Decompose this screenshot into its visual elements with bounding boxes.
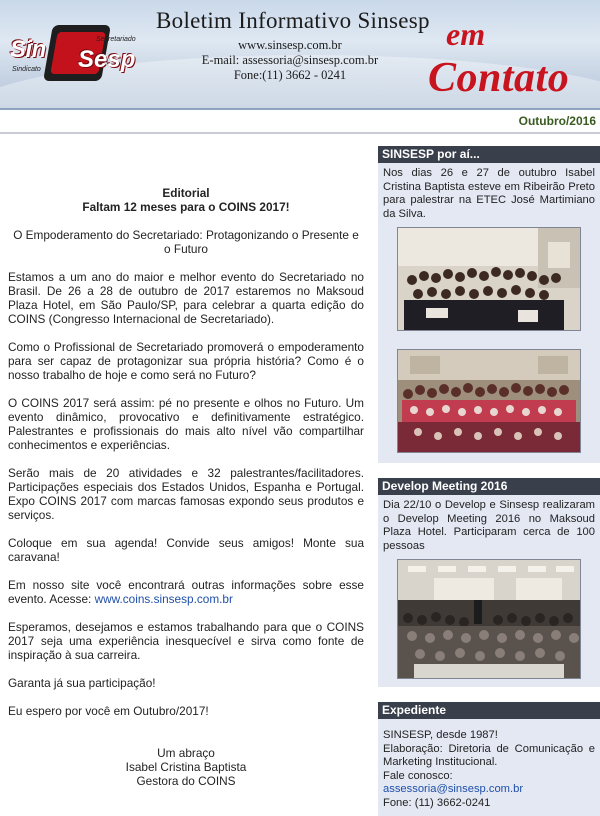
editorial-subtitle: O Empoderamento do Secretariado: Protagonizando o Presente e o Futuro	[13, 228, 359, 256]
editorial-paragraph: Esperamos, desejamos e estamos trabalhando para que o COINS 2017 seja uma experiência inesquecível e sirva como fonte de inspiração à sua carreira.	[8, 620, 364, 662]
group-photo-etec-image	[398, 228, 580, 330]
signature-name: Isabel Cristina Baptista	[125, 760, 247, 774]
editorial-title: Faltam 12 meses para o COINS 2017!	[82, 200, 290, 214]
coins-site-link[interactable]: www.coins.sinsesp.com.br	[94, 592, 233, 606]
site-text: Em nosso site você encontrará outras informações sobre esse evento. Acesse:	[8, 578, 364, 606]
editorial-paragraph: Coloque em sua agenda! Convide seus amigos! Monte sua caravana!	[8, 536, 364, 564]
editorial-label: Editorial	[162, 186, 210, 200]
develop-meeting-photo-image	[398, 560, 580, 678]
header-contact	[190, 38, 390, 83]
expediente-email-link[interactable]: assessoria@sinsesp.com.br	[383, 783, 524, 795]
logo-sesp-text: Sesp	[78, 46, 136, 73]
editorial-paragraph: Serão mais de 20 atividades e 32 palestrantes/facilitadores. Participações especiais dos Estados Unidos, Espanha e Portugal. Expo COINS 2017 com marcas famosas expondo seus produtos e serviços.	[8, 466, 364, 522]
develop-meeting-photo	[397, 559, 581, 679]
expediente-contact-label: Fale conosco:	[383, 769, 453, 782]
date-bar	[0, 110, 600, 134]
header-website[interactable]: www.sinsesp.com.br	[238, 38, 342, 52]
sinsesp-por-ai-text: Nos dias 26 e 27 de outubro Isabel Cristina Baptista esteve em Ribeirão Preto para palestrar na ETEC José Martimiano da Silva.	[383, 167, 595, 220]
editorial-paragraph: Eu espero por você em Outubro/2017!	[8, 704, 209, 718]
em-contato-logo	[428, 16, 598, 106]
header-email[interactable]: E-mail: assessoria@sinsesp.com.br	[201, 53, 379, 67]
header-phone: Fone:(11) 3662 - 0241	[233, 68, 347, 82]
em-contato-em: em	[446, 16, 486, 52]
expediente-body	[378, 719, 600, 816]
expediente-phone: Fone: (11) 3662-0241	[383, 796, 491, 809]
editorial-column	[8, 186, 364, 788]
editorial-paragraph: O COINS 2017 será assim: pé no presente e olhos no Futuro. Um evento dinâmico, provocativo e definitivamente estratégico. Palestrantes e profissionais do mais alto nível vão compartilhar conhecimentos e experiências.	[8, 396, 364, 452]
expediente-line-1: SINSESP, desde 1987!	[383, 729, 498, 741]
expediente-contact	[383, 770, 595, 797]
logo-sin-text: Sin	[10, 36, 46, 63]
sinsesp-por-ai-heading: SINSESP por aí...	[378, 146, 600, 163]
editorial-site-paragraph	[8, 578, 364, 606]
group-photo-etec	[397, 227, 581, 331]
issue-date: Outubro/2016	[518, 114, 596, 128]
develop-meeting-body	[378, 495, 600, 687]
editorial-signature	[8, 746, 364, 788]
editorial-paragraph: Estamos a um ano do maior e melhor evento do Secretariado no Brasil. De 26 a 28 de outubro de 2017 estaremos no Maksoud Plaza Hotel, em São Paulo/SP, para celebrar a quarta edição do COINS (Congresso Internacional de Secretariado).	[8, 270, 364, 326]
expediente-heading: Expediente	[378, 702, 600, 719]
sinsesp-logo	[8, 22, 140, 82]
develop-meeting-text: Dia 22/10 o Develop e Sinsesp realizaram o Develop Meeting 2016 no Maksoud Plaza Hotel. Participaram cerca de 100 pessoas	[383, 499, 595, 552]
logo-secretariado-text: Secretariado	[96, 36, 136, 43]
editorial-paragraph: Como o Profissional de Secretariado promoverá o empoderamento para ser capaz de protagonizar sua própria história? Como é o nosso trabalho de hoje e como será no Futuro?	[8, 340, 364, 382]
sidebar	[378, 146, 600, 816]
group-photo-auditorium	[397, 349, 581, 453]
newsletter-title: Boletim Informativo Sinsesp	[156, 8, 430, 33]
group-photo-auditorium-image	[398, 350, 580, 452]
header-banner	[0, 0, 600, 110]
em-contato-contato: Contato	[428, 55, 570, 101]
signature-role: Gestora do COINS	[136, 774, 236, 788]
logo-sindicato-text: Sindicato	[12, 66, 41, 73]
expediente-line-2: Elaboração: Diretoria de Comunicação e Marketing Institucional.	[383, 742, 595, 768]
develop-meeting-heading: Develop Meeting 2016	[378, 478, 600, 495]
signature-greeting: Um abraço	[157, 746, 215, 760]
editorial-paragraph: Garanta já sua participação!	[8, 676, 156, 690]
sinsesp-por-ai-body	[378, 163, 600, 463]
